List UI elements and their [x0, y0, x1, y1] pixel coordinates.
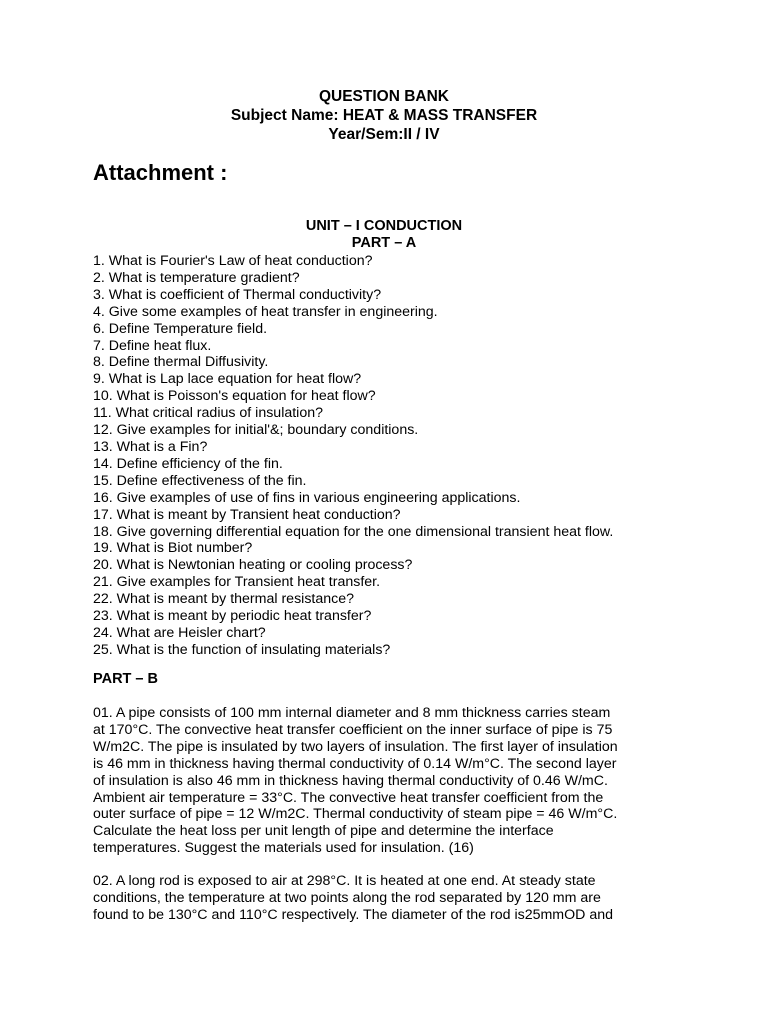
- question-item: 17. What is meant by Transient heat conduction?: [93, 506, 401, 523]
- paragraph-line: Ambient air temperature = 33°C. The convective heat transfer coefficient from the: [93, 789, 604, 806]
- question-item: 18. Give governing differential equation for the one dimensional transient heat flow.: [93, 523, 614, 540]
- question-item: 10. What is Poisson's equation for heat flow?: [93, 388, 376, 405]
- question-item: 20. What is Newtonian heating or cooling process?: [93, 557, 413, 574]
- question-item: 11. What critical radius of insulation?: [93, 405, 323, 422]
- part-b-question-1: [93, 705, 673, 857]
- question-item: 13. What is a Fin?: [93, 438, 208, 455]
- question-item: 15. Define effectiveness of the fin.: [93, 472, 307, 489]
- question-item: 12. Give examples for initial'&; boundary conditions.: [93, 422, 419, 439]
- question-item: 24. What are Heisler chart?: [93, 624, 266, 641]
- paragraph-line: 01. A pipe consists of 100 mm internal diameter and 8 mm thickness carries steam: [93, 705, 611, 721]
- question-item: 21. Give examples for Transient heat transfer.: [93, 574, 381, 591]
- question-item: 6. Define Temperature field.: [93, 320, 268, 337]
- part-b-title: PART – B: [93, 671, 158, 687]
- paragraph-line: conditions, the temperature at two points along the rod separated by 120 mm are: [93, 889, 601, 906]
- document-header: [0, 87, 768, 144]
- paragraph-line: Calculate the heat loss per unit length of pipe and determine the interface: [93, 823, 554, 840]
- question-item: 14. Define efficiency of the fin.: [93, 455, 283, 472]
- question-item: 16. Give examples of use of fins in various engineering applications.: [93, 489, 521, 506]
- unit-heading: [0, 218, 768, 252]
- paragraph-line: is 46 mm in thickness having thermal conductivity of 0.14 W/m°C. The second layer: [93, 755, 617, 772]
- part-a-question-list: [93, 253, 693, 659]
- question-item: 19. What is Biot number?: [93, 540, 253, 557]
- paragraph-line: temperatures. Suggest the materials used for insulation. (16): [93, 840, 474, 857]
- question-item: 4. Give some examples of heat transfer in engineering.: [93, 303, 438, 320]
- paragraph-line: at 170°C. The convective heat transfer coefficient on the inner surface of pipe is 75: [93, 721, 613, 738]
- paragraph-line: 02. A long rod is exposed to air at 298°C. It is heated at one end. At steady state: [93, 873, 596, 889]
- paragraph-line: found to be 130°C and 110°C respectively. The diameter of the rod is25mmOD and: [93, 906, 614, 923]
- part-b-question-2: [93, 873, 673, 924]
- header-title: QUESTION BANK: [318, 88, 450, 105]
- question-item: 22. What is meant by thermal resistance?: [93, 591, 355, 608]
- question-item: 25. What is the function of insulating materials?: [93, 641, 391, 658]
- question-item: 8. Define thermal Diffusivity.: [93, 354, 269, 371]
- header-year-sem: Year/Sem:II / IV: [328, 126, 440, 143]
- paragraph-line: outer surface of pipe = 12 W/m2C. Thermal conductivity of steam pipe = 46 W/m°C.: [93, 806, 618, 823]
- question-item: 2. What is temperature gradient?: [93, 269, 300, 286]
- unit-title: UNIT – I CONDUCTION: [305, 218, 463, 234]
- part-a-title: PART – A: [351, 235, 417, 251]
- question-item: 23. What is meant by periodic heat transfer?: [93, 608, 372, 625]
- question-item: 3. What is coefficient of Thermal conductivity?: [93, 286, 382, 303]
- paragraph-line: W/m2C. The pipe is insulated by two layers of insulation. The first layer of insulation: [93, 738, 618, 755]
- question-item: 1. What is Fourier's Law of heat conduction?: [93, 253, 373, 269]
- attachment-label: Attachment :: [93, 160, 228, 185]
- question-item: 7. Define heat flux.: [93, 337, 212, 354]
- header-subject: Subject Name: HEAT & MASS TRANSFER: [230, 107, 538, 124]
- question-item: 9. What is Lap lace equation for heat flow?: [93, 371, 362, 388]
- paragraph-line: of insulation is also 46 mm in thickness having thermal conductivity of 0.46 W/mC.: [93, 772, 608, 789]
